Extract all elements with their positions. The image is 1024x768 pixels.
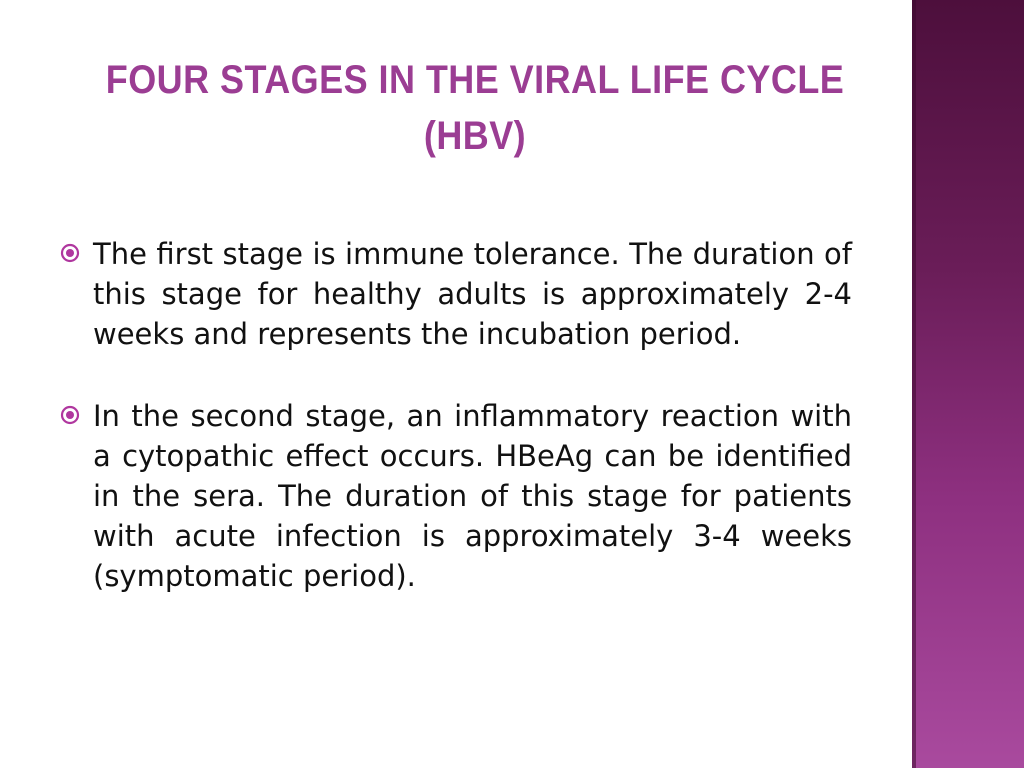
decorative-side-band bbox=[912, 0, 1024, 768]
circled-dot-bullet-icon bbox=[60, 405, 80, 425]
bullet-list bbox=[60, 234, 852, 638]
bullet-text: The first stage is immune tolerance. The duration of this stage for healthy adults is approximately 2-4 weeks and represents the incubation period. bbox=[93, 237, 852, 351]
bullet-item bbox=[60, 396, 852, 596]
slide-title-line-2: (HBV) bbox=[423, 114, 527, 158]
circled-dot-bullet-icon bbox=[60, 243, 80, 263]
slide-title-line-1: FOUR STAGES IN THE VIRAL LIFE CYCLE bbox=[105, 58, 845, 102]
bullet-text: In the second stage, an inflammatory reaction with a cytopathic effect occurs. HBeAg can be identified in the sera. The duration of this stage for patients with acute infection is approximately 3-4 weeks (symptomatic period). bbox=[93, 399, 852, 593]
bullet-item bbox=[60, 234, 852, 354]
slide-title bbox=[84, 52, 867, 164]
